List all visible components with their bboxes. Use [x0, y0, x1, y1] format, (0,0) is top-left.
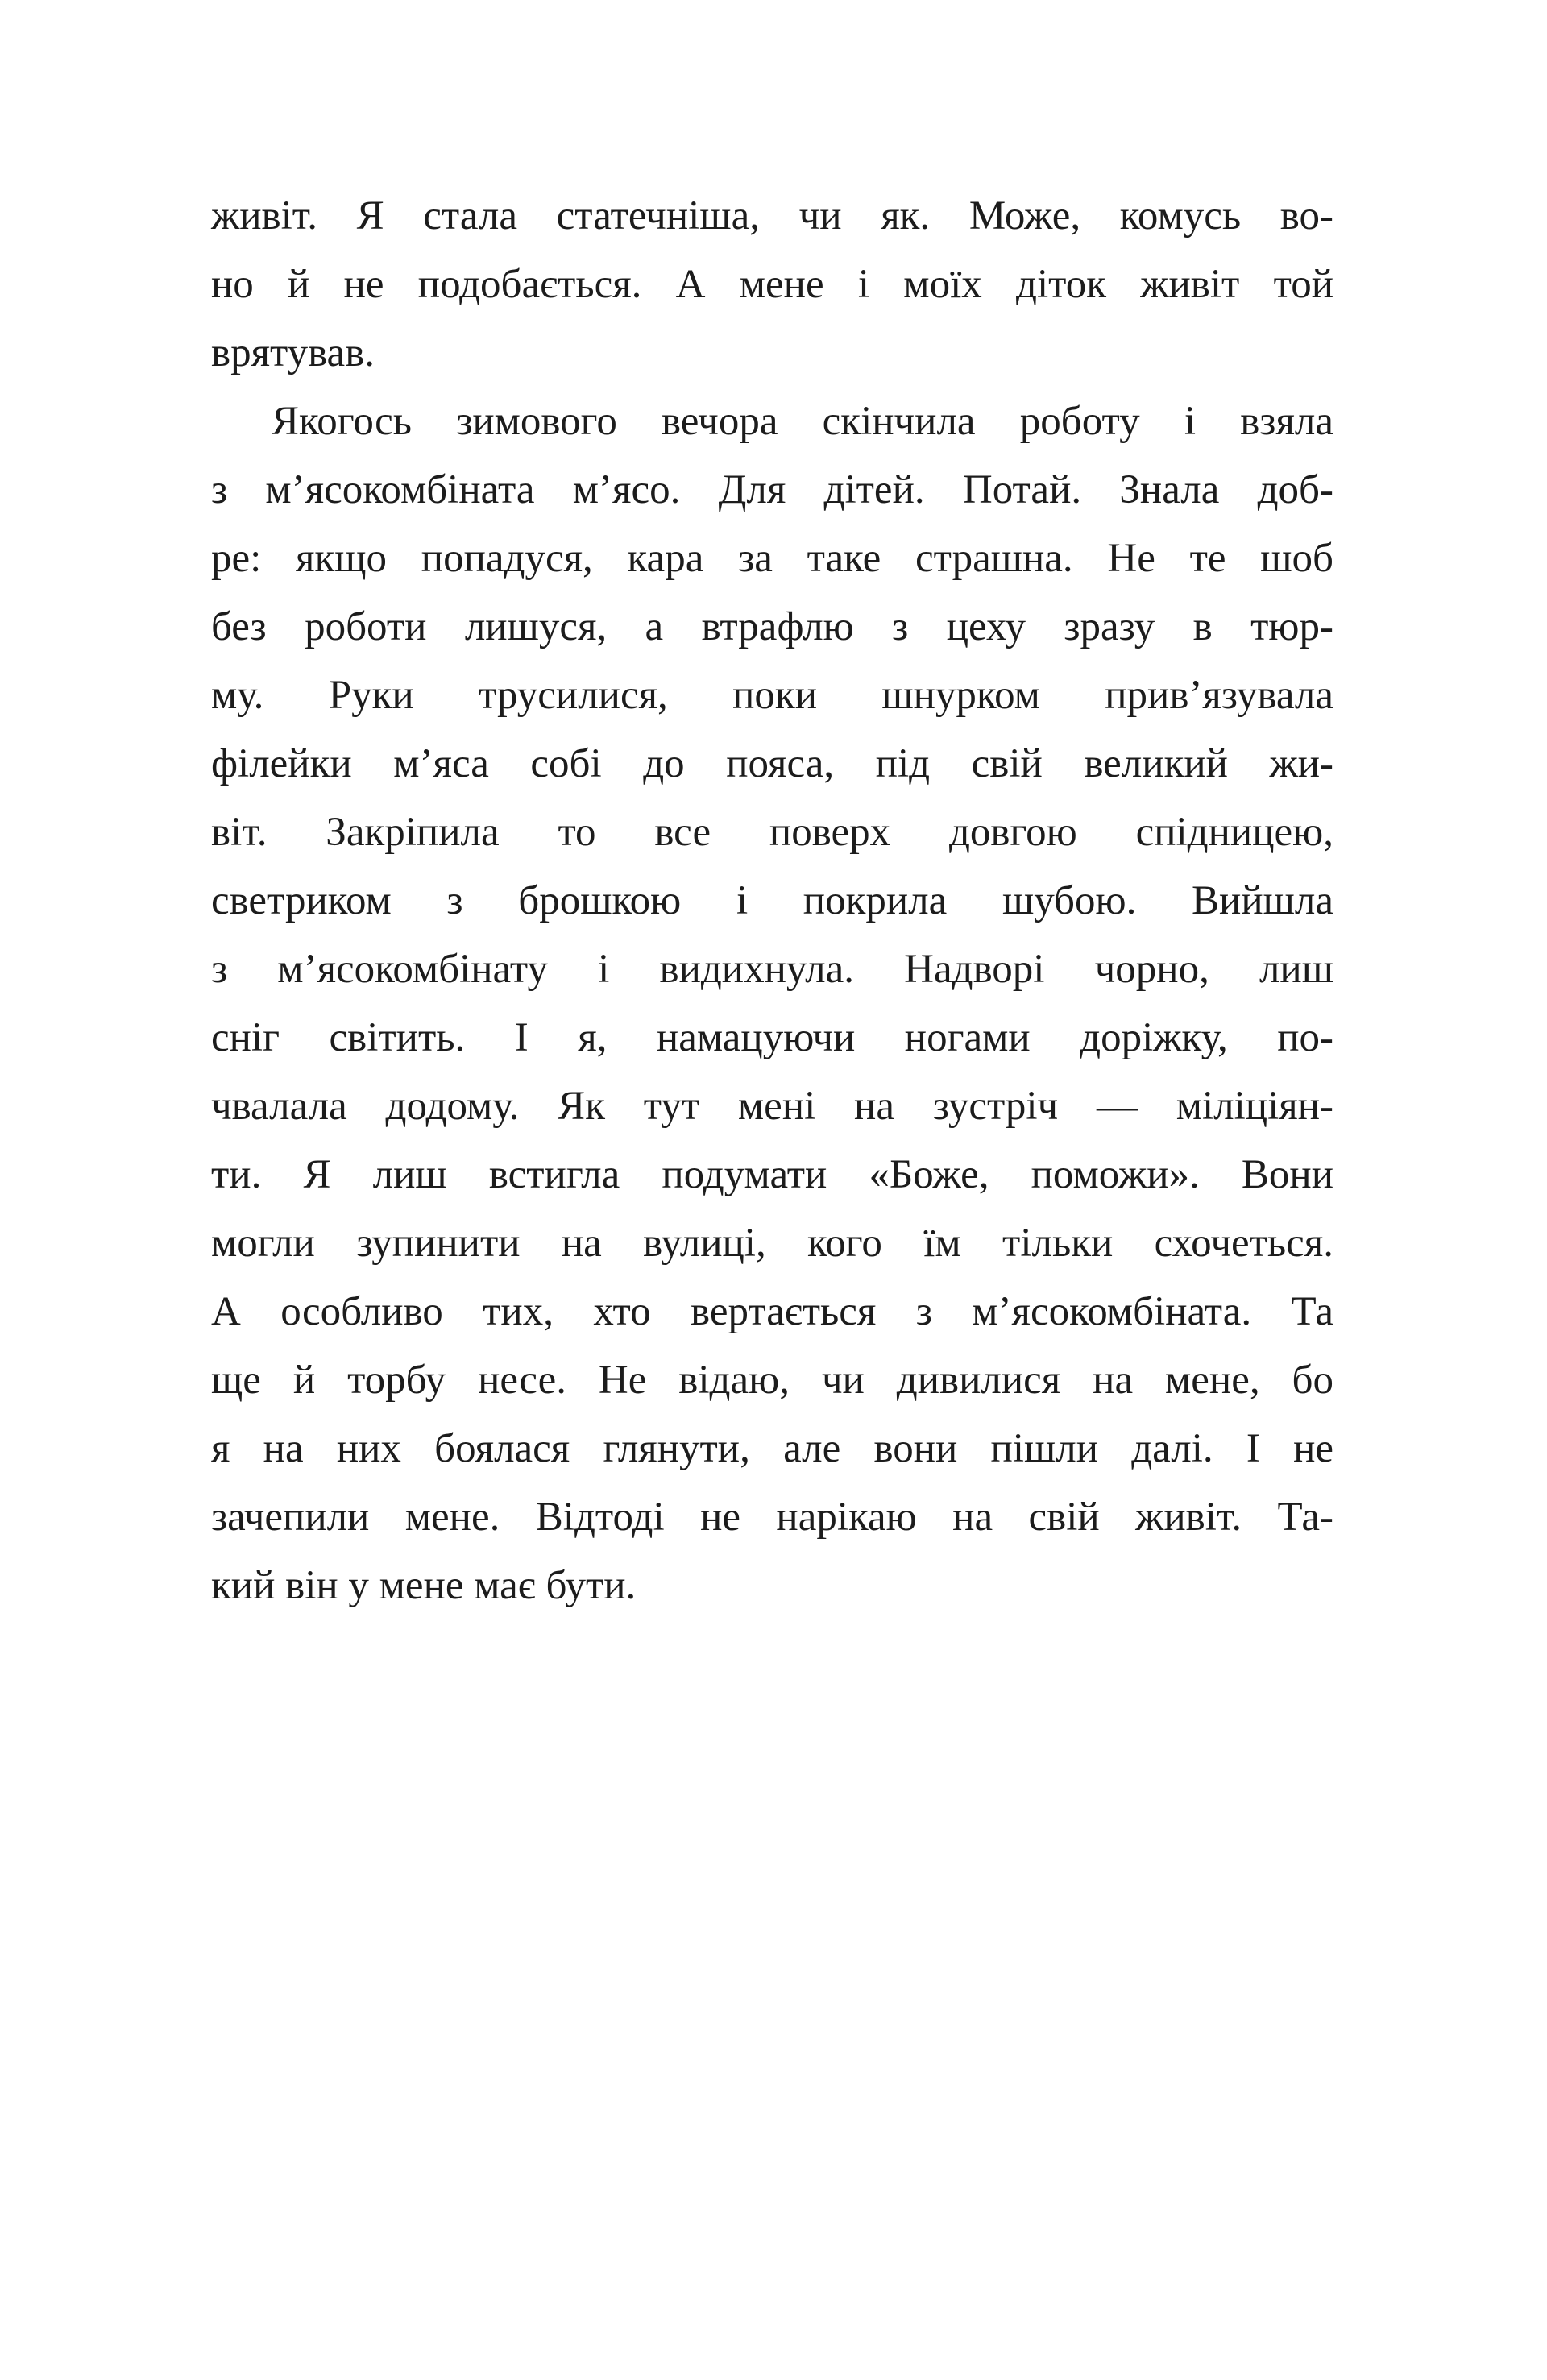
- text-line: могли зупинити на вулиці, кого їм тільки схочеться.: [211, 1221, 1333, 1266]
- paragraph-2: [211, 388, 1333, 1620]
- text-line: віт. Закріпила то все поверх довгою спідницею,: [211, 810, 1333, 855]
- text-line: без роботи лишуся, а втрафлю з цеху зразу в тюр-: [211, 604, 1333, 649]
- text-line: з м’ясокомбінату і видихнула. Надворі чорно, лиш: [211, 947, 1333, 992]
- text-line: му. Руки трусилися, поки шнурком прив’язувала: [211, 673, 1333, 718]
- text-line: філейки м’яса собі до пояса, під свій великий жи-: [211, 741, 1333, 786]
- text-line: кий він у мене має бути.: [211, 1563, 637, 1608]
- text-line: зачепили мене. Відтоді не нарікаю на свій живіт. Та-: [211, 1495, 1333, 1540]
- paragraph-1: [211, 182, 1333, 388]
- text-line: сніг світить. І я, намацуючи ногами доріжку, по-: [211, 1015, 1333, 1060]
- text-line: живіт. Я стала статечніша, чи як. Може, комусь во-: [211, 193, 1333, 238]
- text-line: но й не подобається. А мене і моїх діток живіт той: [211, 262, 1333, 307]
- text-line: я на них боялася глянути, але вони пішли далі. І не: [211, 1426, 1333, 1471]
- text-line: врятував.: [211, 330, 375, 375]
- text-line: ще й торбу несе. Не відаю, чи дивилися на мене, бо: [211, 1358, 1333, 1403]
- text-line: светриком з брошкою і покрила шубою. Вийшла: [211, 878, 1333, 923]
- text-line: ти. Я лиш встигла подумати «Боже, поможи». Вони: [211, 1152, 1333, 1197]
- body-text: [211, 182, 1333, 1620]
- text-line: ре: якщо попадуся, кара за таке страшна. Не те шоб: [211, 536, 1333, 581]
- text-line: Якогось зимового вечора скінчила роботу і взяла: [272, 399, 1333, 444]
- text-line: чвалала додому. Як тут мені на зустріч — міліціян-: [211, 1084, 1333, 1129]
- text-line: А особливо тих, хто вертається з м’ясокомбіната. Та: [211, 1289, 1333, 1334]
- text-line: з м’ясокомбіната м’ясо. Для дітей. Потай. Знала доб-: [211, 467, 1333, 512]
